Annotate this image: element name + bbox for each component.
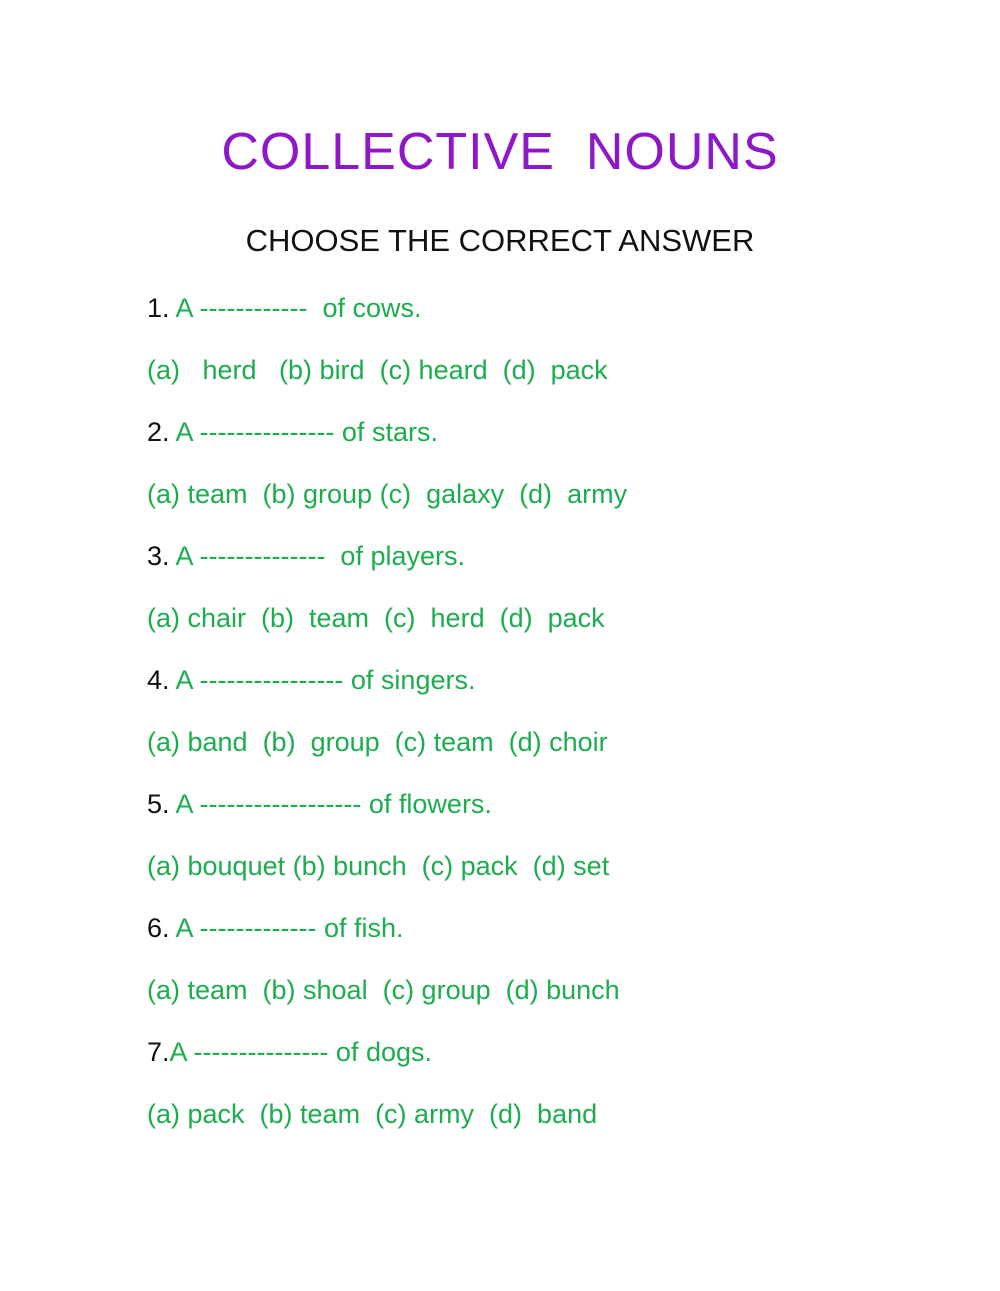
- options-5: (a) bouquet (b) bunch (c) pack (d) set: [147, 851, 610, 881]
- question-number: 4.: [147, 665, 176, 695]
- question-number: 2.: [147, 417, 176, 447]
- question-2: [147, 414, 947, 476]
- question-stem: A ------------ of cows.: [175, 293, 422, 323]
- question-4: [147, 662, 947, 724]
- question-6: [147, 910, 947, 972]
- question-1: [147, 290, 947, 352]
- question-5: [147, 786, 947, 848]
- options-1: (a) herd (b) bird (c) heard (d) pack: [147, 355, 608, 385]
- page-title: COLLECTIVE NOUNS: [221, 123, 779, 181]
- question-stem: A ------------------ of flowers.: [175, 789, 492, 819]
- question-7: [147, 1034, 947, 1096]
- question-3: [147, 538, 947, 600]
- question-stem: A -------------- of players.: [175, 541, 465, 571]
- question-number: 7.: [147, 1037, 170, 1067]
- question-stem: A ------------- of fish.: [175, 913, 404, 943]
- question-number: 3.: [147, 541, 176, 571]
- question-stem: A --------------- of dogs.: [169, 1037, 432, 1067]
- question-stem: A ---------------- of singers.: [175, 665, 476, 695]
- question-number: 1.: [147, 293, 176, 323]
- options-6: (a) team (b) shoal (c) group (d) bunch: [147, 975, 620, 1005]
- options-3: (a) chair (b) team (c) herd (d) pack: [147, 603, 605, 633]
- question-stem: A --------------- of stars.: [175, 417, 438, 447]
- options-4: (a) band (b) group (c) team (d) choir: [147, 727, 608, 757]
- options-2: (a) team (b) group (c) galaxy (d) army: [147, 479, 628, 509]
- instructions: CHOOSE THE CORRECT ANSWER: [245, 223, 755, 258]
- question-number: 5.: [147, 789, 176, 819]
- question-list: [147, 290, 947, 1158]
- options-7: (a) pack (b) team (c) army (d) band: [147, 1099, 598, 1129]
- question-number: 6.: [147, 913, 176, 943]
